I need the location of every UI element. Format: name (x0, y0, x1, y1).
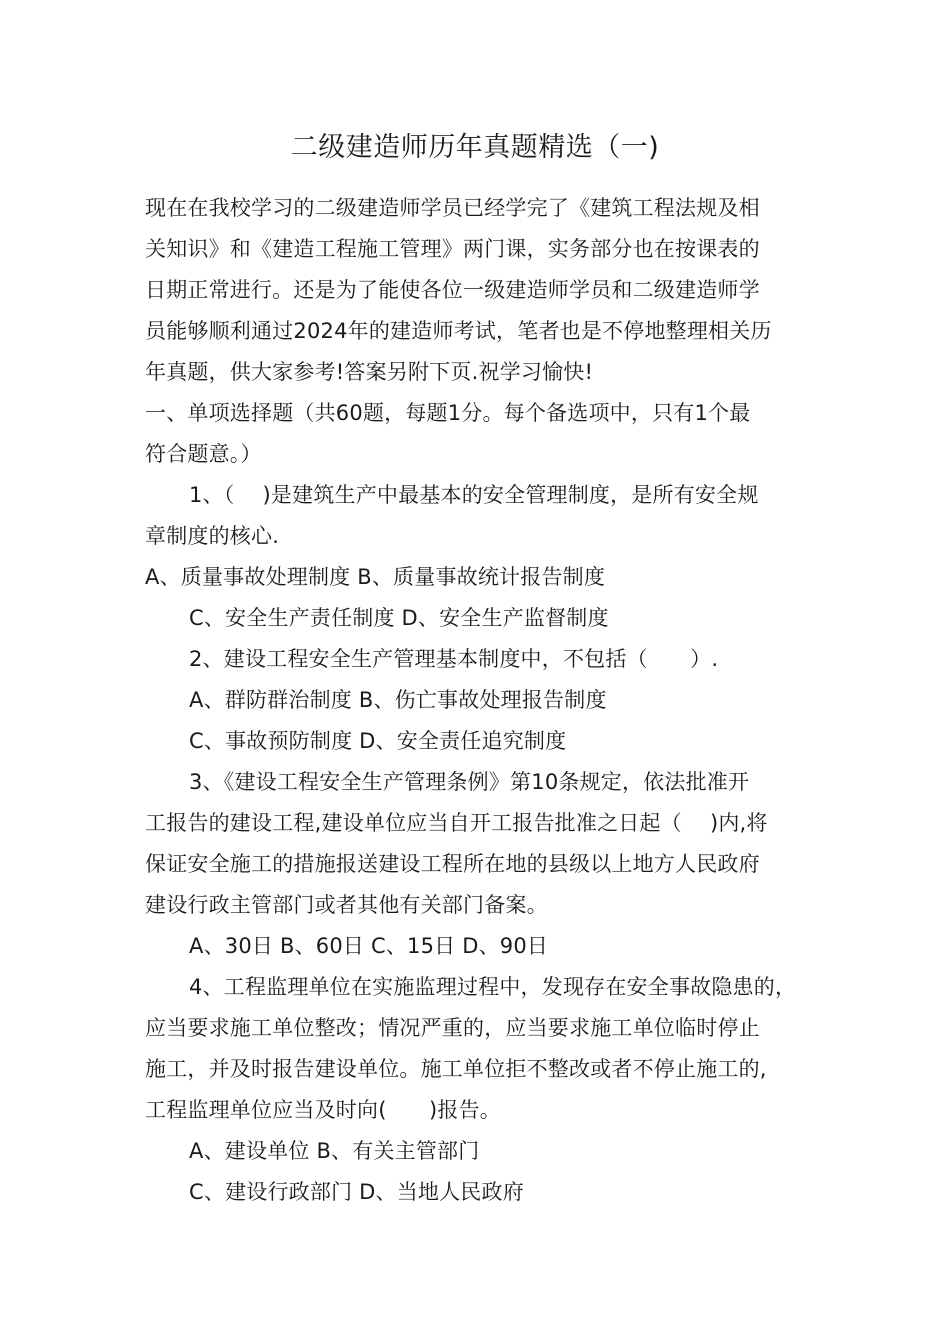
section-heading-line-2: 符合题意。） (145, 442, 262, 466)
question-3-line-3: 保证安全施工的措施报送建设工程所在地的县级以上地方人民政府 (145, 852, 760, 876)
intro-line-4: 员能够顺利通过2024年的建造师考试，笔者也是不停地整理相关历 (145, 319, 772, 343)
question-3-options: A、30日 B、60日 C、15日 D、90日 (189, 934, 549, 958)
intro-line-3: 日期正常进行。还是为了能使各位一级建造师学员和二级建造师学 (145, 278, 760, 302)
intro-line-2: 关知识》和《建造工程施工管理》两门课，实务部分也在按课表的 (145, 237, 760, 261)
section-heading-line-1: 一、单项选择题（共60题，每题1分。每个备选项中，只有1个最 (145, 401, 751, 425)
question-1-line-2: 章制度的核心. (145, 524, 280, 548)
intro-line-5: 年真题，供大家参考!答案另附下页.祝学习愉快! (145, 360, 594, 384)
document-title: 二级建造师历年真题精选（一) (290, 132, 660, 163)
question-1-line-1: 1、（ )是建筑生产中最基本的安全管理制度，是所有安全规 (189, 483, 759, 507)
question-3-line-1: 3、《建设工程安全生产管理条例》第10条规定，依法批准开 (189, 770, 750, 794)
intro-line-1: 现在在我校学习的二级建造师学员已经学完了《建筑工程法规及相 (145, 196, 760, 220)
question-2-line-1: 2、建设工程安全生产管理基本制度中，不包括（ ）. (189, 647, 719, 671)
question-4-options-ab: A、建设单位 B、有关主管部门 (189, 1139, 480, 1163)
question-4-line-2: 应当要求施工单位整改；情况严重的，应当要求施工单位临时停止 (145, 1016, 760, 1040)
question-1-options-cd: C、安全生产责任制度 D、安全生产监督制度 (189, 606, 609, 630)
question-4-line-4: 工程监理单位应当及时向( )报告。 (145, 1098, 501, 1122)
question-2-options-cd: C、事故预防制度 D、安全责任追究制度 (189, 729, 567, 753)
question-2-options-ab: A、群防群治制度 B、伤亡事故处理报告制度 (189, 688, 607, 712)
question-1-options-ab: A、质量事故处理制度 B、质量事故统计报告制度 (145, 565, 606, 589)
question-3-line-2: 工报告的建设工程,建设单位应当自开工报告批准之日起（ )内,将 (145, 811, 768, 835)
question-4-line-3: 施工，并及时报告建设单位。施工单位拒不整改或者不停止施工的, (145, 1057, 767, 1081)
question-4-line-1: 4、工程监理单位在实施监理过程中，发现存在安全事故隐患的， (189, 975, 797, 999)
question-3-line-4: 建设行政主管部门或者其他有关部门备案。 (145, 893, 548, 917)
question-4-options-cd: C、建设行政部门 D、当地人民政府 (189, 1180, 524, 1204)
